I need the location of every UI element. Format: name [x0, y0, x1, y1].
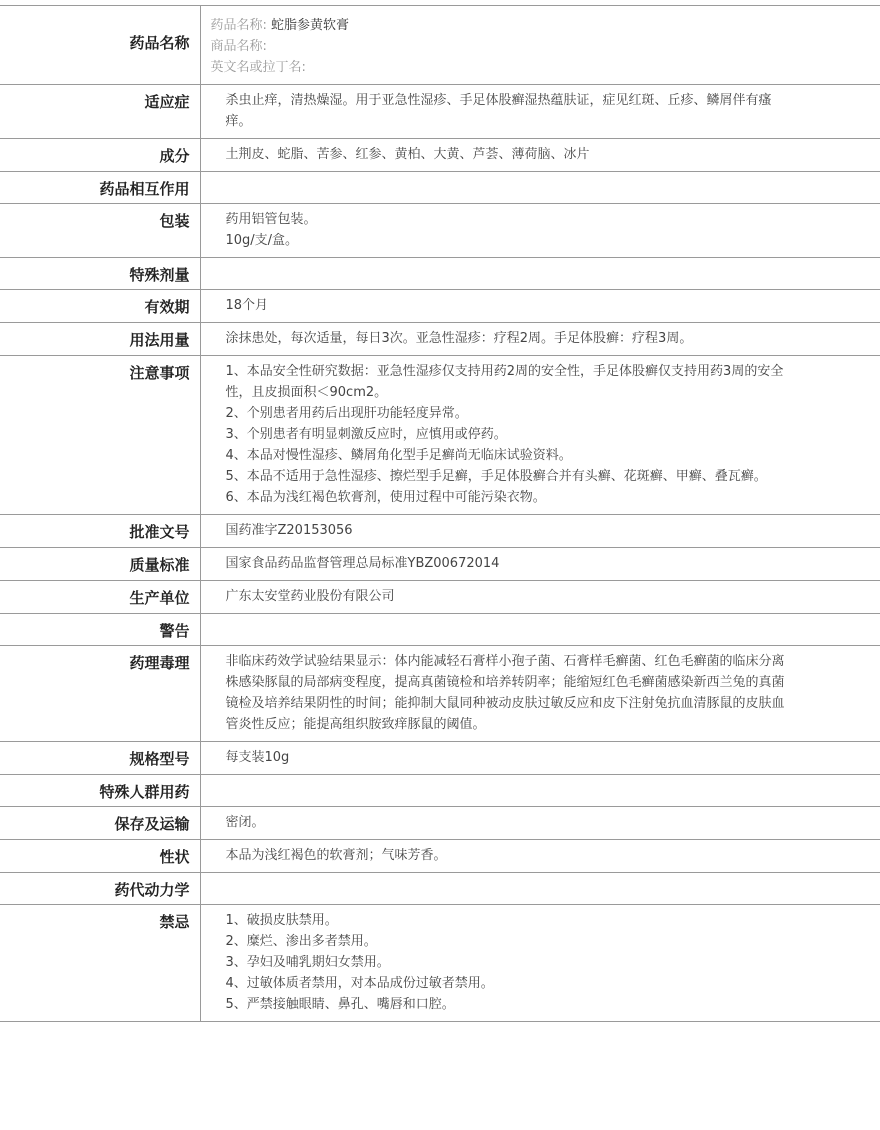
table-row [0, 139, 880, 172]
value-line: 2、个别患者用药后出现肝功能轻度异常。 [225, 406, 468, 421]
row-value [200, 515, 880, 548]
table-row [0, 840, 880, 873]
row-label: 禁忌 [0, 905, 200, 1022]
en-name-line [211, 57, 861, 78]
row-value [200, 646, 880, 742]
table-row [0, 548, 880, 581]
row-label: 保存及运输 [0, 807, 200, 840]
value-line: 非临床药效学试验结果显示：体内能减轻石膏样小孢子菌、石膏样毛癣菌、红色毛癣菌的临床分离株感染豚鼠的局部病变程度，提高真菌镜检和培养转阴率；能缩短红色毛癣菌感染新西兰兔的真菌镜检及培养结果阴性的时间；能抑制大鼠同种被动皮肤过敏反应和皮下注射兔抗血清豚鼠的皮肤血管炎性反应；能提高组织胺致痒豚鼠的阈值。 [225, 654, 785, 732]
row-value [200, 290, 880, 323]
row-value [200, 873, 880, 905]
table-row [0, 85, 880, 139]
row-value [200, 172, 880, 204]
table-row [0, 905, 880, 1022]
row-value [200, 807, 880, 840]
drug-spec-table [0, 5, 880, 1022]
row-label: 药品相互作用 [0, 172, 200, 204]
value-line: 密闭。 [225, 815, 265, 830]
value-line: 3、孕妇及哺乳期妇女禁用。 [225, 955, 390, 970]
value-line: 3、个别患者有明显刺激反应时，应慎用或停药。 [225, 427, 507, 442]
row-label: 警告 [0, 614, 200, 646]
trade-name-line [211, 36, 861, 57]
table-row [0, 614, 880, 646]
value-line: 5、本品不适用于急性湿疹、擦烂型手足癣，手足体股癣合并有头癣、花斑癣、甲癣、叠瓦癣。 [225, 469, 767, 484]
value-line: 2、糜烂、渗出多者禁用。 [225, 934, 377, 949]
row-label: 药品名称 [0, 6, 200, 85]
row-label: 生产单位 [0, 581, 200, 614]
value-line: 每支装10g [225, 750, 290, 765]
table-row [0, 775, 880, 807]
value-line: 国家食品药品监督管理总局标准YBZ00672014 [225, 556, 500, 571]
table-row [0, 290, 880, 323]
row-value [200, 905, 880, 1022]
row-label: 适应症 [0, 85, 200, 139]
row-value [200, 742, 880, 775]
table-row [0, 204, 880, 258]
row-label: 包装 [0, 204, 200, 258]
table-row [0, 356, 880, 515]
row-value [200, 85, 880, 139]
table-row [0, 646, 880, 742]
row-label: 特殊剂量 [0, 258, 200, 290]
value-line: 药用铝管包装。 [225, 212, 317, 227]
trade-name-key: 商品名称: [210, 39, 267, 54]
value-line: 广东太安堂药业股份有限公司 [225, 589, 395, 604]
row-label: 特殊人群用药 [0, 775, 200, 807]
value-line: 4、本品对慢性湿疹、鳞屑角化型手足癣尚无临床试验资料。 [225, 448, 572, 463]
row-label: 用法用量 [0, 323, 200, 356]
value-line: 6、本品为浅红褐色软膏剂，使用过程中可能污染衣物。 [225, 490, 546, 505]
name-block [200, 6, 880, 85]
row-value [200, 775, 880, 807]
table-row [0, 515, 880, 548]
table-row [0, 323, 880, 356]
value-line: 涂抹患处，每次适量，每日3次。亚急性湿疹：疗程2周。手足体股癣：疗程3周。 [225, 331, 693, 346]
row-label: 性状 [0, 840, 200, 873]
row-value [200, 548, 880, 581]
row-value [200, 581, 880, 614]
value-line: 5、严禁接触眼睛、鼻孔、嘴唇和口腔。 [225, 997, 455, 1012]
value-line: 1、本品安全性研究数据：亚急性湿疹仅支持用药2周的安全性，手足体股癣仅支持用药3周的安全性，且皮损面积＜90cm2。 [225, 364, 784, 400]
table-row [0, 873, 880, 905]
drug-name-value: 蛇脂参黄软膏 [271, 18, 350, 33]
value-line: 土荆皮、蛇脂、苦参、红参、黄柏、大黄、芦荟、薄荷脑、冰片 [225, 147, 590, 162]
row-label: 药理毒理 [0, 646, 200, 742]
table-row [0, 807, 880, 840]
table-row [0, 742, 880, 775]
row-value [200, 356, 880, 515]
row-label: 成分 [0, 139, 200, 172]
row-label: 批准文号 [0, 515, 200, 548]
row-label: 有效期 [0, 290, 200, 323]
row-label: 规格型号 [0, 742, 200, 775]
row-label: 药代动力学 [0, 873, 200, 905]
row-value [200, 139, 880, 172]
drug-name-line [211, 15, 861, 36]
drug-name-key: 药品名称: [210, 18, 267, 33]
value-line: 国药准字Z20153056 [225, 523, 353, 538]
row-value [200, 840, 880, 873]
value-line: 18个月 [225, 298, 269, 313]
value-line: 杀虫止痒，清热燥湿。用于亚急性湿疹、手足体股癣湿热蕴肤证，症见红斑、丘疹、鳞屑伴有瘙痒。 [225, 93, 772, 129]
row-value [200, 258, 880, 290]
value-line: 1、破损皮肤禁用。 [225, 913, 338, 928]
table-row [0, 172, 880, 204]
row-label: 注意事项 [0, 356, 200, 515]
row-value [200, 614, 880, 646]
value-line: 本品为浅红褐色的软膏剂；气味芳香。 [225, 848, 447, 863]
table-row-drug-name [0, 6, 880, 85]
value-line: 4、过敏体质者禁用，对本品成份过敏者禁用。 [225, 976, 494, 991]
row-value [200, 323, 880, 356]
en-name-key: 英文名或拉丁名: [210, 60, 306, 75]
row-label: 质量标准 [0, 548, 200, 581]
row-value [200, 204, 880, 258]
table-row [0, 258, 880, 290]
value-line: 10g/支/盒。 [225, 233, 299, 248]
table-row [0, 581, 880, 614]
